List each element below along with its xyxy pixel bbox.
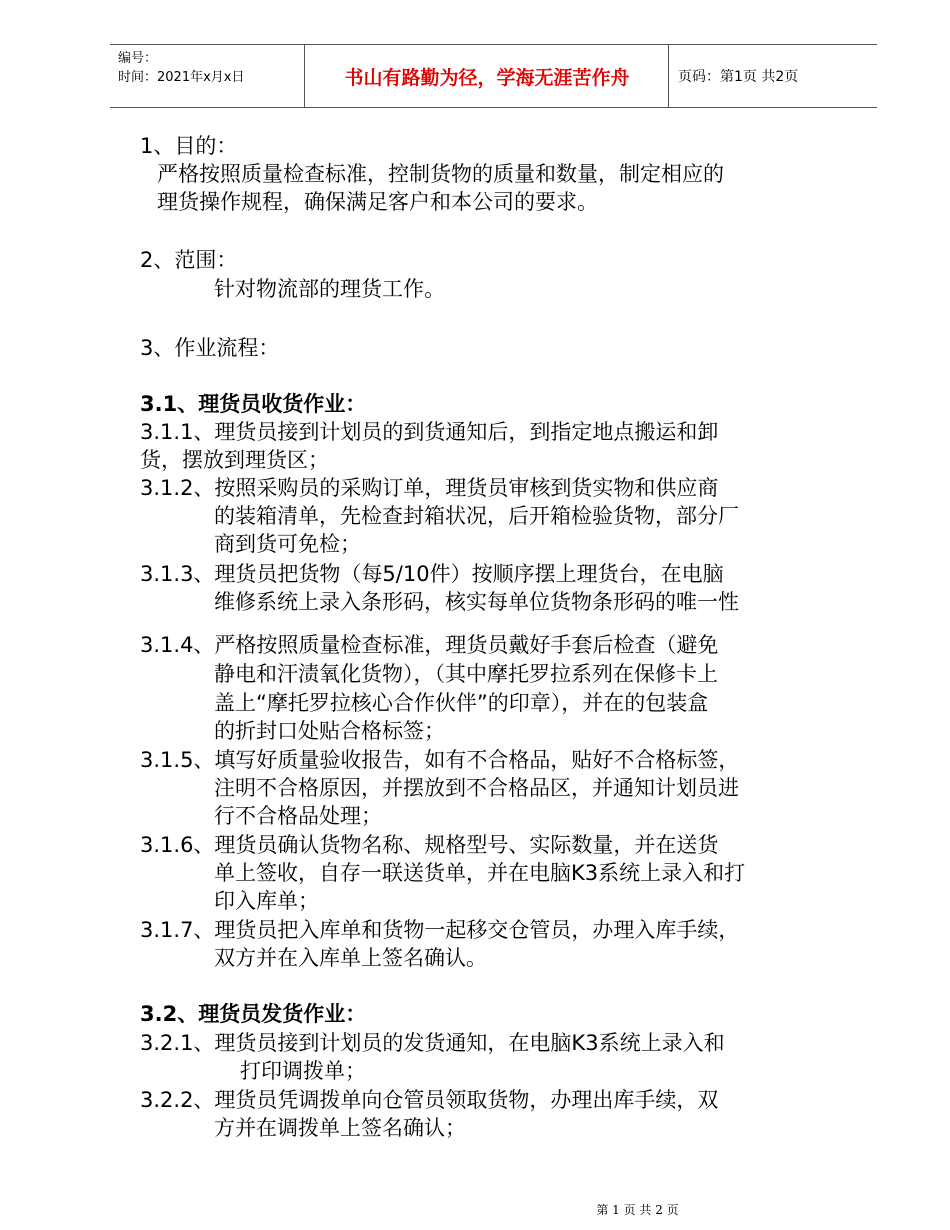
item-3-1-3-cont: 维修系统上录入条形码，核实每单位货物条形码的唯一性 (214, 590, 739, 614)
item-3-1-6-cont: 单上签收，自存一联送货单，并在电脑K3系统上录入和打 (214, 861, 746, 885)
item-3-2-2-cont: 方并在调拨单上签名确认； (214, 1116, 466, 1140)
section-2-text: 针对物流部的理货工作。 (214, 277, 445, 301)
page-footer: 第 1 页 共 2 页 (596, 1203, 679, 1217)
page-header (110, 44, 877, 108)
item-3-1-2-cont: 商到货可免检； (214, 532, 361, 556)
item-3-2-1-cont: 打印调拨单； (240, 1059, 366, 1083)
item-3-1-1: 3.1.1、理货员接到计划员的到货通知后，到指定地点搬运和卸 (140, 420, 719, 444)
item-3-1-5-cont: 注明不合格原因，并摆放到不合格品区，并通知计划员进 (214, 776, 739, 800)
section-1-text: 理货操作规程，确保满足客户和本公司的要求。 (157, 190, 598, 214)
item-3-1-4-cont: 盖上“摩托罗拉核心合作伙伴”的印章），并在的包装盒 (214, 691, 709, 715)
section-1-text: 严格按照质量检查标准，控制货物的质量和数量，制定相应的 (157, 162, 724, 186)
item-3-1-2-cont: 的装箱清单，先检查封箱状况，后开箱检验货物，部分厂 (214, 504, 739, 528)
item-3-1-6-cont: 印入库单； (214, 889, 319, 913)
item-3-2-1: 3.2.1、理货员接到计划员的发货通知，在电脑K3系统上录入和 (140, 1031, 725, 1055)
item-3-1-5-cont: 行不合格品处理； (214, 804, 382, 828)
item-3-1-4: 3.1.4、严格按照质量检查标准，理货员戴好手套后检查（避免 (140, 633, 719, 657)
item-3-1-4-cont: 静电和汗渍氧化货物），（其中摩托罗拉系列在保修卡上 (214, 662, 718, 686)
section-3-2-title: 3.2、理货员发货作业： (140, 1002, 367, 1026)
header-divider (668, 45, 669, 107)
section-3-title: 3、作业流程： (140, 336, 280, 360)
item-3-1-1-cont: 货，摆放到理货区； (140, 448, 329, 472)
header-time-label: 时间：2021年x月x日 (118, 70, 245, 85)
item-3-2-2: 3.2.2、理货员凭调拨单向仓管员领取货物，办理出库手续，双 (140, 1088, 719, 1112)
section-1-title: 1、目的： (140, 134, 238, 158)
header-page-info: 页码：第1页 共2页 (678, 69, 799, 85)
item-3-1-7: 3.1.7、理货员把入库单和货物一起移交仓管员，办理入库手续， (140, 918, 740, 942)
header-meta (118, 49, 244, 87)
header-number-label: 编号： (118, 51, 158, 66)
header-motto: 书山有路勤为径，学海无涯苦作舟 (344, 66, 630, 89)
item-3-1-7-cont: 双方并在入库单上签名确认。 (214, 946, 487, 970)
item-3-1-4-cont: 的折封口处贴合格标签； (214, 719, 445, 743)
section-3-1-title: 3.1、理货员收货作业： (140, 392, 367, 416)
item-3-1-3: 3.1.3、理货员把货物（每5/10件）按顺序摆上理货台，在电脑 (140, 562, 724, 586)
item-3-1-2: 3.1.2、按照采购员的采购订单，理货员审核到货实物和供应商 (140, 476, 719, 500)
item-3-1-5: 3.1.5、填写好质量验收报告，如有不合格品，贴好不合格标签， (140, 748, 740, 772)
item-3-1-6: 3.1.6、理货员确认货物名称、规格型号、实际数量，并在送货 (140, 833, 719, 857)
section-2-title: 2、范围： (140, 248, 238, 272)
header-divider (304, 45, 305, 107)
